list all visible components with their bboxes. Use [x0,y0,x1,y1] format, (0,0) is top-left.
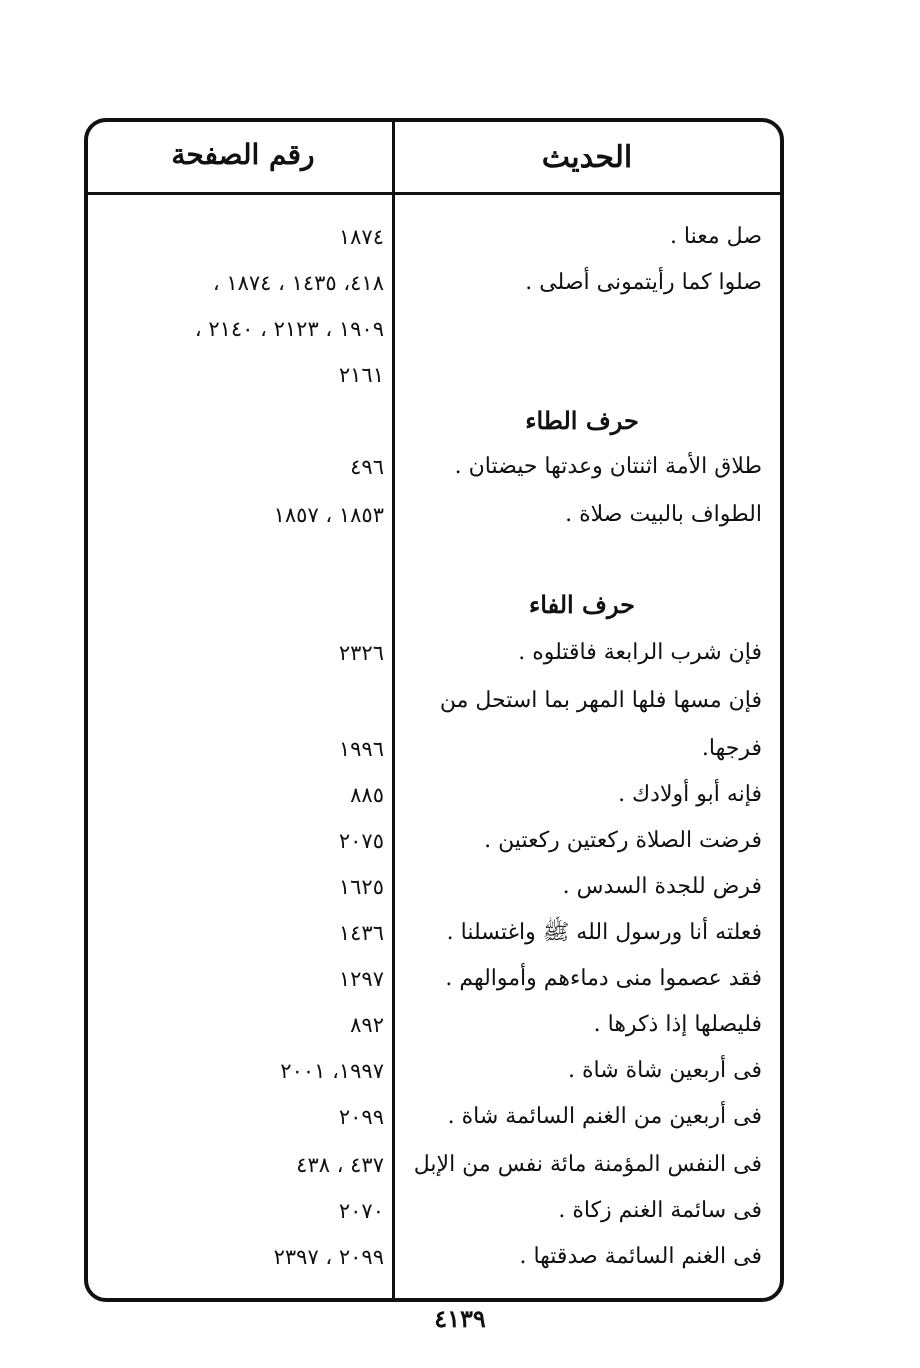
hadith-text: فى أربعين من الغنم السائمة شاة . [447,1104,762,1129]
hadith-text: فرض للجدة السدس . [562,874,762,899]
page-refs: ٤٩٦ [350,455,384,479]
table-row [88,1094,780,1140]
hadith-text: فى سائمة الغنم زكاة . [558,1198,762,1223]
table-row [88,864,780,910]
page-refs: ٤٣٧ ، ٤٣٨ [296,1153,384,1177]
page-refs: ١٨٧٤ [338,225,384,249]
hadith-text: فليصلها إذا ذكرها . [593,1012,762,1037]
page-refs: ١٢٩٧ [338,967,384,991]
table-row [88,1188,780,1234]
hadith-text: فإنه أبو أولادك . [618,782,762,807]
table-row [88,492,780,538]
page-refs: ٢٠٧٥ [338,829,384,853]
page-refs: ٢١٦١ [338,363,384,387]
page-refs: ٢٠٩٩ [338,1105,384,1129]
table-row [88,1142,780,1188]
page-column-header: رقم الصفحة [171,138,315,171]
table-row [88,214,780,260]
table-row [88,1048,780,1094]
hadith-text: فرضت الصلاة ركعتين ركعتين . [484,828,762,853]
hadith-text: فقد عصموا منى دماءهم وأموالهم . [445,966,762,991]
table-row [88,352,780,398]
page-refs: ٤١٨، ١٤٣٥ ، ١٨٧٤ ، [212,271,384,295]
table-row [88,956,780,1002]
hadith-text: فى أربعين شاة شاة . [567,1058,762,1083]
table-row [88,630,780,676]
page-refs: ١٤٣٦ [338,921,384,945]
section-heading-faa: حرف الفاء [528,590,636,619]
page-refs: ١٩٩٦ [338,737,384,761]
table-row [88,678,780,724]
hadith-text: فإن مسها فلها المهر بما استحل من [439,688,762,713]
page-refs: ٨٨٥ [350,783,384,807]
section-heading-taa: حرف الطاء [525,406,639,435]
section-row [88,398,780,444]
table-row [88,772,780,818]
table-row [88,910,780,956]
section-row [88,582,780,628]
page-refs: ٨٩٢ [350,1013,384,1037]
hadith-text: فى النفس المؤمنة مائة نفس من الإبل [413,1152,762,1177]
table-row [88,1234,780,1280]
page-refs: ١٨٥٣ ، ١٨٥٧ [273,503,384,527]
page-refs: ١٩٠٩ ، ٢١٢٣ ، ٢١٤٠ ، [194,317,384,341]
hadith-text: صلوا كما رأيتمونى أصلى . [525,270,762,295]
table-row [88,818,780,864]
hadith-column-header: الحديث [541,140,633,175]
table-row [88,1002,780,1048]
index-table [84,118,784,1302]
hadith-text: صل معنا . [669,224,762,249]
hadith-text: فى الغنم السائمة صدقتها . [519,1244,762,1269]
hadith-text: فعلته أنا ورسول الله ﷺ واغتسلنا . [446,920,762,945]
hadith-text: الطواف بالبيت صلاة . [565,502,762,527]
table-row [88,306,780,352]
hadith-text: فرجها. [701,736,762,761]
table-row [88,444,780,490]
hadith-text: فإن شرب الرابعة فاقتلوه . [518,640,762,665]
page-refs: ١٩٩٧، ٢٠٠١ [280,1059,384,1083]
header-rule [88,192,780,195]
page-refs: ٢٠٩٩ ، ٢٣٩٧ [273,1245,384,1269]
page-refs: ٢٠٧٠ [338,1199,384,1223]
page-refs: ١٦٢٥ [338,875,384,899]
hadith-text: طلاق الأمة اثنتان وعدتها حيضتان . [454,454,762,479]
table-row [88,260,780,306]
page-refs: ٢٣٢٦ [338,641,384,665]
page-number: ٤١٣٩ [434,1304,486,1333]
table-row [88,726,780,772]
